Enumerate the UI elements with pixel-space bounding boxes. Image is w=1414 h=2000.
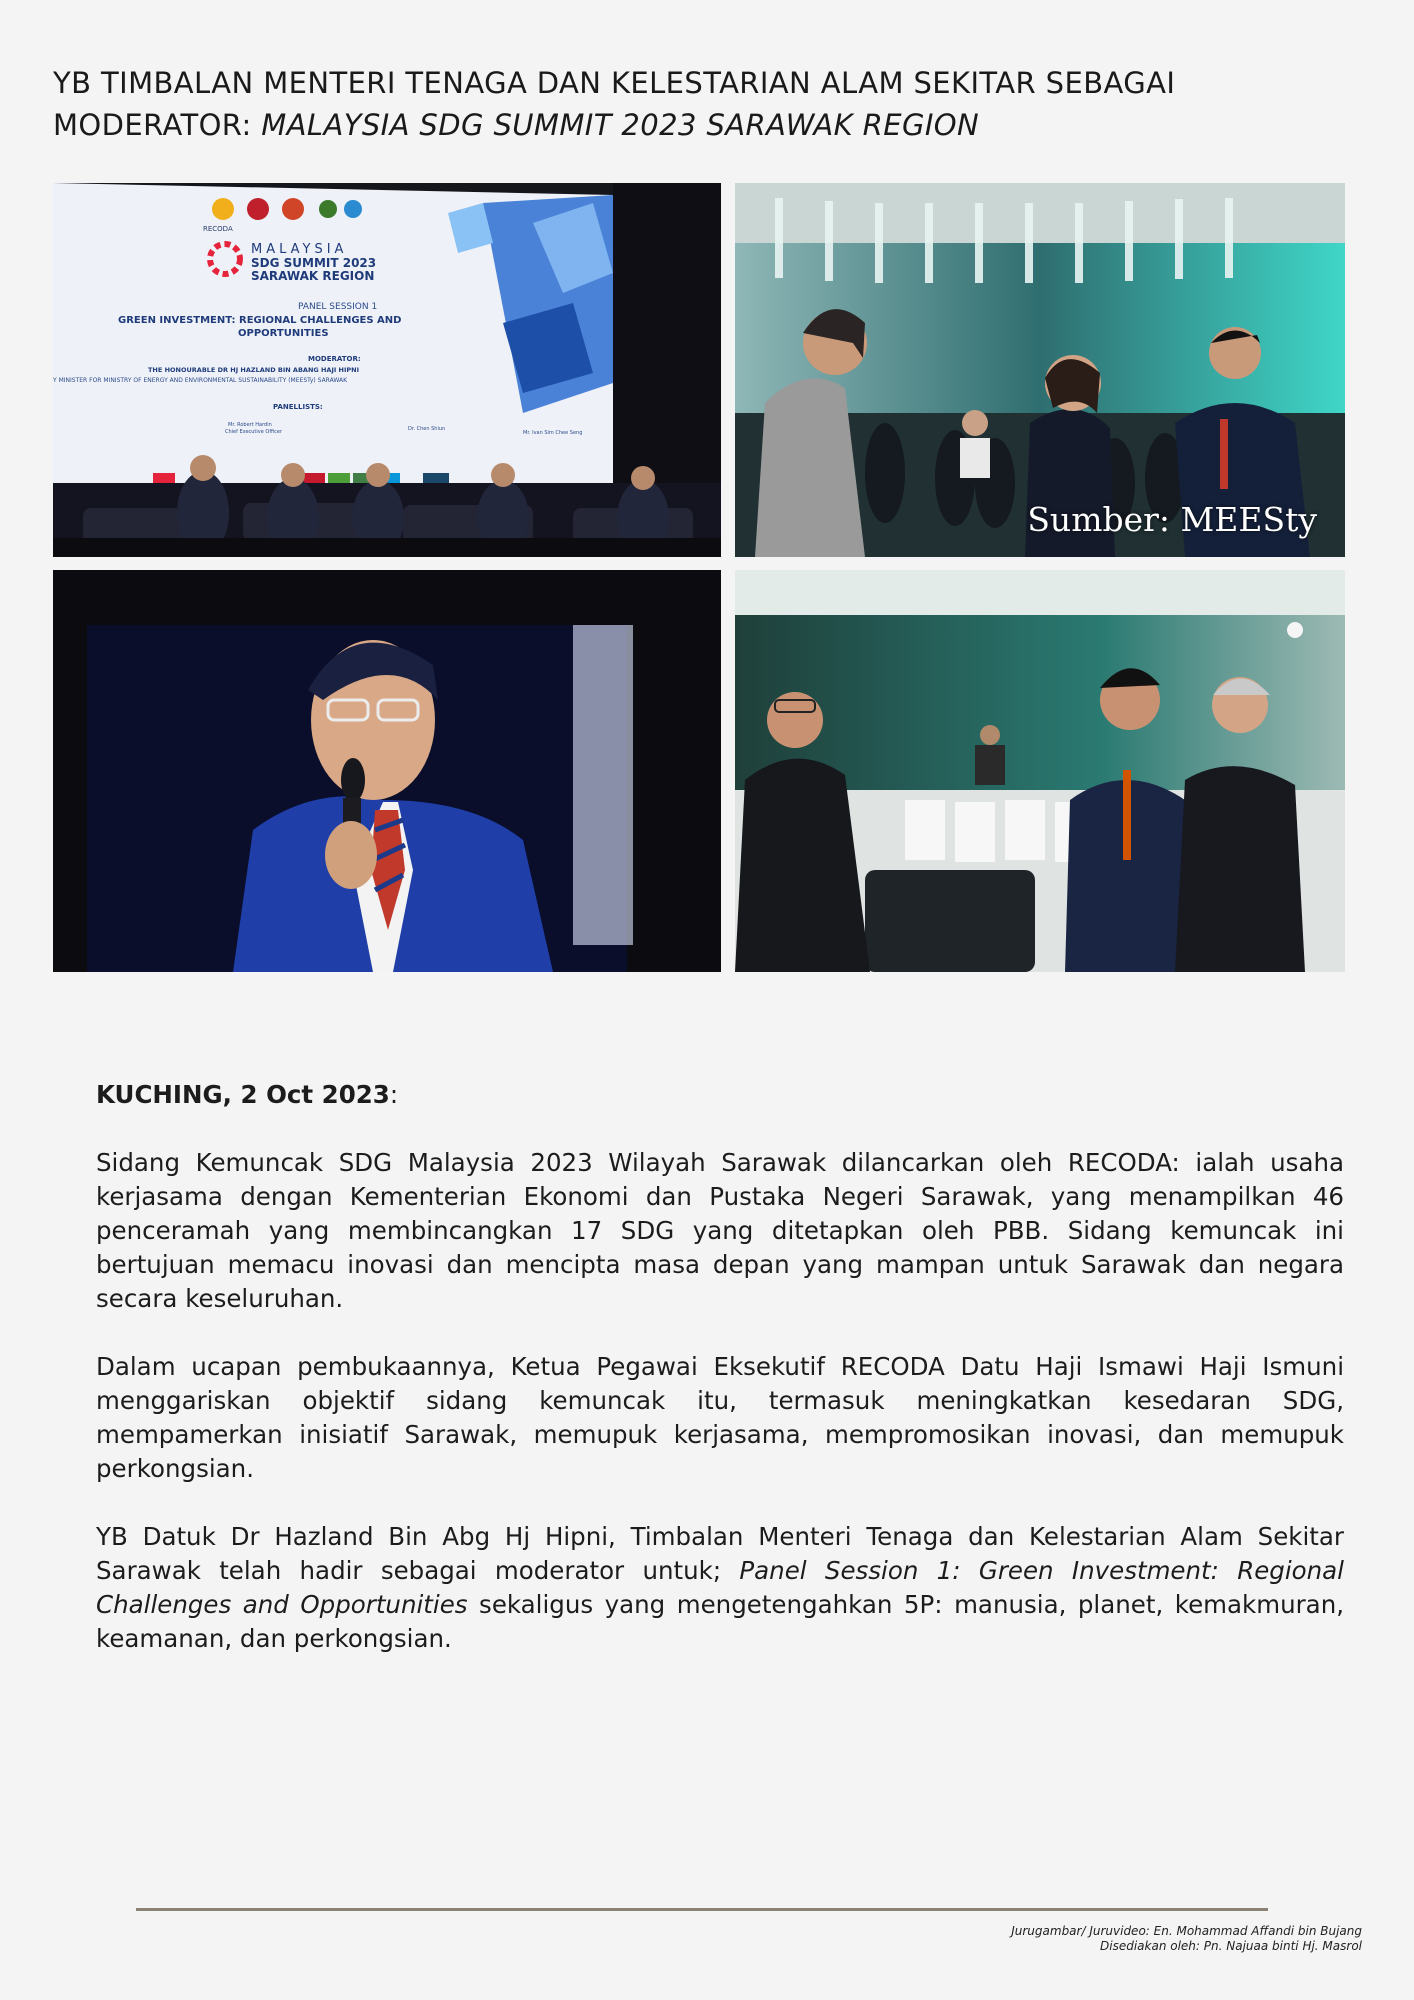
footer-photographer: Jurugambar/ Juruvideo: En. Mohammad Affandi bin Bujang (1011, 1924, 1362, 1938)
title-line-1: YB TIMBALAN MENTERI TENAGA DAN KELESTARIAN ALAM SEKITAR SEBAGAI (53, 66, 1176, 100)
footer-divider (136, 1908, 1268, 1911)
paragraph-2: Dalam ucapan pembukaannya, Ketua Pegawai Eksekutif RECODA Datu Haji Ismawi Haji Ismuni menggariskan objektif sidang kemuncak itu, termasuk meningkatkan kesedaran SDG, mempamerkan inisiatif Sarawak, memupuk kerjasama, mempromosikan inovasi, dan memupuk perkongsian. (96, 1352, 1344, 1483)
panel-title-2: OPPORTUNITIES (238, 328, 329, 339)
panel-label: PANEL SESSION 1 (298, 302, 378, 312)
panellists-label: PANELLISTS: (273, 403, 323, 411)
panellist-2-name: Dr. Chen Shiun (408, 426, 446, 432)
logo-text: RECODA (203, 225, 233, 233)
event-name-3: SARAWAK REGION (251, 269, 375, 283)
moderator-label: MODERATOR: (308, 355, 361, 363)
moderator-name: THE HONOURABLE DR HJ HAZLAND BIN ABANG HAJI HIPNI (148, 366, 360, 374)
event-name-2: SDG SUMMIT 2023 (251, 256, 377, 270)
article-body (96, 1078, 1344, 1690)
paragraph-3-part-b: sekaligus yang mengetengahkan 5P: manusia, planet, kemakmuran, keamanan, dan perkongsian. (96, 1590, 1345, 1653)
paragraph-3-part-a: YB Datuk Dr Hazland Bin Abg Hj Hipni, Timbalan Menteri Tenaga dan Kelestarian Alam Sekitar Sarawak telah hadir sebagai moderator untuk; (96, 1522, 1344, 1585)
paragraph-1: Sidang Kemuncak SDG Malaysia 2023 Wilayah Sarawak dilancarkan oleh RECODA: ialah usaha kerjasama dengan Kementerian Ekonomi dan Pustaka Negeri Sarawak, yang menampilkan 46 penceramah yang membincangkan 17 SDG yang ditetapkan oleh PBB. Sidang kemuncak ini bertujuan memacu inovasi dan mencipta masa depan yang mampan untuk Sarawak dan negara secara keseluruhan. (96, 1148, 1344, 1313)
title-line-2-event: MALAYSIA SDG SUMMIT 2023 SARAWAK REGION (261, 108, 980, 142)
paragraph-3 (96, 1520, 1344, 1656)
photo-networking-1 (735, 183, 1345, 557)
page-title (53, 62, 1353, 146)
panellist-1-name: Mr. Robert Hardin (228, 422, 272, 428)
dateline (96, 1078, 1344, 1112)
paragraph-3-session-title: Panel Session 1: Green Investment: Regional Challenges and Opportunities (96, 1556, 1344, 1619)
dateline-place-date: KUCHING, 2 Oct 2023 (96, 1080, 390, 1109)
photo-credit: Sumber: MEESty (1027, 500, 1317, 539)
event-name-1: MALAYSIA (251, 242, 348, 257)
photo-networking-2 (735, 570, 1345, 972)
dateline-colon: : (389, 1080, 399, 1109)
panellist-1-role: Chief Executive Officer (225, 429, 283, 435)
panellist-3-name: Mr. Ivan Sim Chee Seng (523, 430, 583, 436)
panel-title-1: GREEN INVESTMENT: REGIONAL CHALLENGES AND (118, 315, 402, 326)
moderator-role: Y MINISTER FOR MINISTRY OF ENERGY AND ENVIRONMENTAL SUSTAINABILITY (MEESTy) SARAWAK (53, 377, 348, 384)
photo-panel-stage (53, 183, 721, 557)
footer-credits (1011, 1924, 1362, 1954)
photo-moderator-screen (53, 570, 721, 972)
title-line-2-prefix: MODERATOR: (53, 108, 262, 142)
footer-prepared-by: Disediakan oleh: Pn. Najuaa binti Hj. Masrol (1100, 1939, 1362, 1953)
